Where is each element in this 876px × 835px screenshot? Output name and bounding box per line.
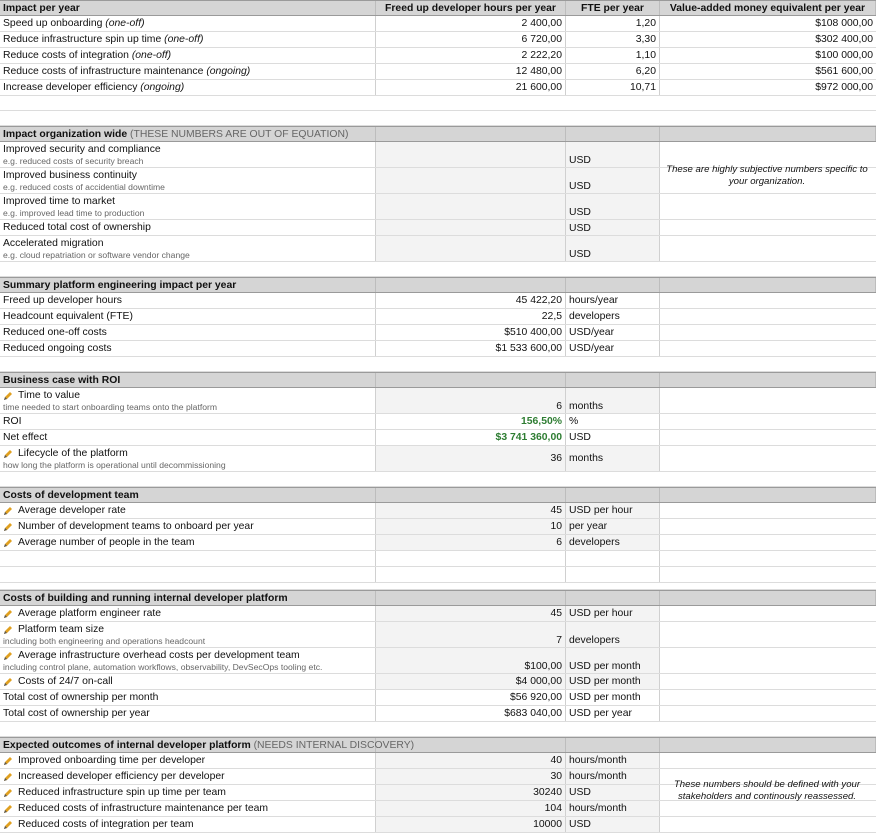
lifecycle-label: Lifecycle of the platform: [18, 447, 128, 459]
idp-row: [0, 674, 876, 690]
impact-row-hours[interactable]: 12 480,00: [376, 64, 566, 79]
dev-section-header: [0, 487, 876, 503]
outcome-row: [0, 817, 876, 833]
dev-row-input[interactable]: 6: [376, 535, 566, 550]
org-row-sub: e.g. reduced costs of security breach: [3, 155, 144, 166]
spacer-row: [0, 472, 876, 487]
org-row-unit: USD: [566, 236, 660, 261]
time-to-value-sub: time needed to start onboarding teams onto the platform: [3, 401, 218, 412]
impact-row-money[interactable]: $561 600,00: [815, 66, 873, 77]
idp-row-unit: developers: [566, 622, 660, 647]
summary-row-label: Reduced one-off costs: [0, 325, 376, 340]
org-row: [0, 236, 876, 262]
roi-section-header: [0, 372, 876, 388]
empty-row: [0, 551, 876, 567]
dev-section-title[interactable]: Costs of development team: [0, 488, 376, 502]
pencil-icon: [3, 609, 13, 619]
idp-row: [0, 622, 876, 648]
impact-row-hours[interactable]: 6 720,00: [376, 32, 566, 47]
outcomes-section-header: [0, 737, 876, 753]
pencil-icon: [3, 625, 13, 635]
org-row-input[interactable]: [376, 168, 566, 193]
org-row-sub: e.g. cloud repatriation or software vendor change: [3, 249, 190, 260]
dev-row-unit: developers: [566, 535, 660, 550]
outcome-row-input[interactable]: 30240: [376, 785, 566, 800]
outcome-row-unit: USD: [566, 785, 660, 800]
summary-section-header: [0, 277, 876, 293]
net-effect-label: Net effect: [0, 430, 376, 445]
idp-row-label: Average platform engineer rate: [18, 607, 162, 619]
org-row-sub: e.g. reduced costs of accidential downtime: [3, 181, 165, 192]
idp-row: [0, 648, 876, 674]
net-effect-row: [0, 430, 876, 446]
impact-row-tag: (one-off): [164, 34, 204, 45]
dev-row-input[interactable]: 45: [376, 503, 566, 518]
org-row-input[interactable]: [376, 220, 566, 235]
impact-row-fte[interactable]: 3,30: [566, 32, 660, 47]
roi-row: [0, 414, 876, 430]
impact-row-tag: (ongoing): [206, 66, 251, 77]
impact-row-fte[interactable]: 10,71: [566, 80, 660, 95]
idp-row-value[interactable]: 7: [376, 622, 566, 647]
outcomes-side-note: These numbers should be defined with your stakeholders and continously reassessed.: [673, 779, 861, 802]
time-to-value-unit: months: [566, 388, 660, 413]
org-row-label: Improved business continuity: [3, 169, 137, 181]
impact-row-label: Reduce costs of integration (one-off): [0, 48, 376, 63]
impact-header-row: [0, 0, 876, 16]
idp-row-unit: USD per month: [566, 674, 660, 689]
org-row-unit: USD: [566, 168, 660, 193]
spacer-row: [0, 722, 876, 737]
summary-row-label: Freed up developer hours: [0, 293, 376, 308]
impact-row-hours[interactable]: 2 400,00: [376, 16, 566, 31]
time-to-value-input[interactable]: 6: [376, 388, 566, 413]
org-section-note: (THESE NUMBERS ARE OUT OF EQUATION): [130, 128, 349, 140]
outcomes-section-title-cell[interactable]: [0, 738, 415, 752]
summary-row-unit: hours/year: [566, 293, 660, 308]
summary-row: [0, 325, 876, 341]
idp-row: [0, 606, 876, 622]
time-to-value-row: [0, 388, 876, 414]
org-row-input[interactable]: [376, 142, 566, 167]
roi-label: ROI: [0, 414, 376, 429]
impact-row-label: Reduce costs of infrastructure maintenance (ongoing): [0, 64, 376, 79]
impact-row-tag: (ongoing): [140, 82, 185, 93]
summary-section-title[interactable]: Summary platform engineering impact per year: [0, 278, 376, 292]
impact-row-fte[interactable]: 6,20: [566, 64, 660, 79]
spacer-row: [0, 583, 876, 590]
idp-row-label: Costs of 24/7 on-call: [18, 675, 113, 687]
pencil-icon: [3, 506, 13, 516]
outcomes-section-note: (NEEDS INTERNAL DISCOVERY): [253, 739, 415, 751]
impact-row-money[interactable]: $100 000,00: [815, 50, 873, 61]
lifecycle-unit: months: [566, 446, 660, 471]
summary-row-value[interactable]: 45 422,20: [376, 293, 566, 308]
summary-row-label: Headcount equivalent (FTE): [0, 309, 376, 324]
dev-row-input[interactable]: 10: [376, 519, 566, 534]
pencil-icon: [3, 772, 13, 782]
idp-row-sub: including control plane, automation workflows, observability, DevSecOps tooling etc.: [3, 661, 323, 672]
impact-row: [0, 64, 876, 80]
roi-section-title[interactable]: Business case with ROI: [0, 373, 376, 387]
lifecycle-sub: how long the platform is operational until decommissioning: [3, 459, 226, 470]
idp-row-value[interactable]: $100,00: [376, 648, 566, 673]
dev-row-label: Average developer rate: [18, 505, 126, 516]
impact-row-label: Increase developer efficiency (ongoing): [0, 80, 376, 95]
outcome-row: [0, 753, 876, 769]
org-row-label: Improved time to market: [3, 195, 116, 207]
outcome-row: [0, 801, 876, 817]
pencil-icon: [3, 391, 13, 401]
impact-row-label: Reduce infrastructure spin up time (one-off): [0, 32, 376, 47]
impact-row-hours[interactable]: 21 600,00: [376, 80, 566, 95]
outcomes-section-title: Expected outcomes of internal developer platform: [3, 739, 251, 751]
pencil-icon: [3, 677, 13, 687]
idp-row-unit: USD per month: [566, 690, 660, 705]
org-row-label: Improved security and compliance: [3, 143, 161, 155]
dev-row: [0, 503, 876, 519]
org-row-unit: USD: [566, 142, 660, 167]
impact-row-label: Speed up onboarding (one-off): [0, 16, 376, 31]
hours-column-header[interactable]: Freed up developer hours per year: [376, 1, 566, 15]
dev-row-label: Average number of people in the team: [18, 537, 195, 548]
idp-row-label: Total cost of ownership per year: [3, 707, 150, 719]
summary-row-value[interactable]: 22,5: [376, 309, 566, 324]
idp-row: [0, 706, 876, 722]
pencil-icon: [3, 788, 13, 798]
outcome-row-label: Reduced costs of infrastructure maintenance per team: [18, 803, 269, 814]
impact-row: [0, 80, 876, 96]
idp-row: [0, 690, 876, 706]
summary-row-unit: USD/year: [566, 325, 660, 340]
empty-row: [0, 567, 876, 583]
idp-row-sub: including both engineering and operations headcount: [3, 635, 206, 646]
impact-row-fte[interactable]: 1,20: [566, 16, 660, 31]
pencil-icon: [3, 538, 13, 548]
outcome-row-unit: hours/month: [566, 769, 660, 784]
outcome-row-label: Reduced costs of integration per team: [18, 819, 194, 830]
impact-row-money[interactable]: $108 000,00: [815, 18, 873, 29]
lifecycle-row: [0, 446, 876, 472]
org-row: [0, 220, 876, 236]
summary-row: [0, 293, 876, 309]
summary-row-unit: USD/year: [566, 341, 660, 356]
summary-row-value[interactable]: $1 533 600,00: [376, 341, 566, 356]
impact-row-tag: (one-off): [131, 50, 172, 61]
impact-row: [0, 32, 876, 48]
pencil-icon: [3, 449, 13, 459]
impact-row-money[interactable]: $972 000,00: [815, 82, 873, 93]
org-section-header: [0, 126, 876, 142]
roi-value[interactable]: 156,50%: [376, 414, 566, 429]
outcome-row-input[interactable]: 104: [376, 801, 566, 816]
idp-row-value[interactable]: 45: [376, 606, 566, 621]
org-row-input[interactable]: [376, 194, 566, 219]
outcome-row-unit: hours/month: [566, 753, 660, 768]
idp-row-label: Average infrastructure overhead costs per development team: [18, 649, 300, 661]
net-effect-value[interactable]: $3 741 360,00: [376, 430, 566, 445]
dev-row: [0, 519, 876, 535]
org-row-label: Reduced total cost of ownership: [3, 221, 151, 233]
idp-row-value[interactable]: $4 000,00: [376, 674, 566, 689]
impact-row-money[interactable]: $302 400,00: [815, 34, 873, 45]
pencil-icon: [3, 804, 13, 814]
pencil-icon: [3, 522, 13, 532]
dev-row-unit: per year: [566, 519, 660, 534]
summary-row-label: Reduced ongoing costs: [0, 341, 376, 356]
impact-row: [0, 16, 876, 32]
org-section-title: Impact organization wide: [3, 128, 128, 140]
spacer-row: [0, 262, 876, 277]
outcome-row-label: Increased developer efficiency per developer: [18, 771, 225, 782]
idp-section-header: [0, 590, 876, 606]
org-section-title-cell[interactable]: [0, 127, 376, 141]
org-row: [0, 194, 876, 220]
impact-header-label[interactable]: Impact per year: [0, 1, 376, 15]
summary-row: [0, 341, 876, 357]
impact-row-fte[interactable]: 1,10: [566, 48, 660, 63]
outcome-row-input[interactable]: 30: [376, 769, 566, 784]
outcome-row-input[interactable]: 10000: [376, 817, 566, 832]
idp-row-unit: USD per year: [566, 706, 660, 721]
idp-row-value[interactable]: $683 040,00: [376, 706, 566, 721]
net-effect-unit: USD: [566, 430, 660, 445]
org-row-unit: USD: [566, 220, 660, 235]
idp-row-label: Platform team size: [18, 623, 105, 635]
fte-column-header[interactable]: FTE per year: [566, 1, 660, 15]
outcome-row-label: Reduced infrastructure spin up time per team: [18, 787, 226, 798]
spacer-row: [0, 111, 876, 126]
pencil-icon: [3, 820, 13, 830]
dev-row: [0, 535, 876, 551]
dev-row-unit: USD per hour: [566, 503, 660, 518]
roi-unit: %: [566, 414, 660, 429]
outcome-row-input[interactable]: 40: [376, 753, 566, 768]
org-row-input[interactable]: [376, 236, 566, 261]
org-side-note: These are highly subjective numbers specific to your organization.: [666, 164, 868, 187]
org-row-label: Accelerated migration: [3, 237, 104, 249]
summary-row: [0, 309, 876, 325]
money-column-header[interactable]: Value-added money equivalent per year: [660, 1, 876, 15]
impact-row-tag: (one-off): [105, 18, 145, 29]
idp-row-label: Total cost of ownership per month: [3, 691, 159, 703]
time-to-value-label: Time to value: [18, 389, 80, 401]
impact-row: [0, 48, 876, 64]
pencil-icon: [3, 651, 13, 661]
dev-row-label: Number of development teams to onboard per year: [18, 521, 254, 532]
outcome-row-unit: USD: [566, 817, 660, 832]
idp-section-title[interactable]: Costs of building and running internal developer platform: [0, 591, 376, 605]
org-row-unit: USD: [566, 194, 660, 219]
idp-row-value[interactable]: $56 920,00: [376, 690, 566, 705]
summary-row-unit: developers: [566, 309, 660, 324]
spacer-row: [0, 357, 876, 372]
summary-row-value[interactable]: $510 400,00: [376, 325, 566, 340]
org-row-sub: e.g. improved lead time to production: [3, 207, 145, 218]
spacer-row: [0, 96, 876, 111]
idp-row-unit: USD per hour: [566, 606, 660, 621]
impact-row-hours[interactable]: 2 222,20: [376, 48, 566, 63]
lifecycle-input[interactable]: 36: [376, 446, 566, 471]
outcome-row-unit: hours/month: [566, 801, 660, 816]
outcome-row-label: Improved onboarding time per developer: [18, 755, 206, 766]
idp-row-unit: USD per month: [566, 648, 660, 673]
pencil-icon: [3, 756, 13, 766]
